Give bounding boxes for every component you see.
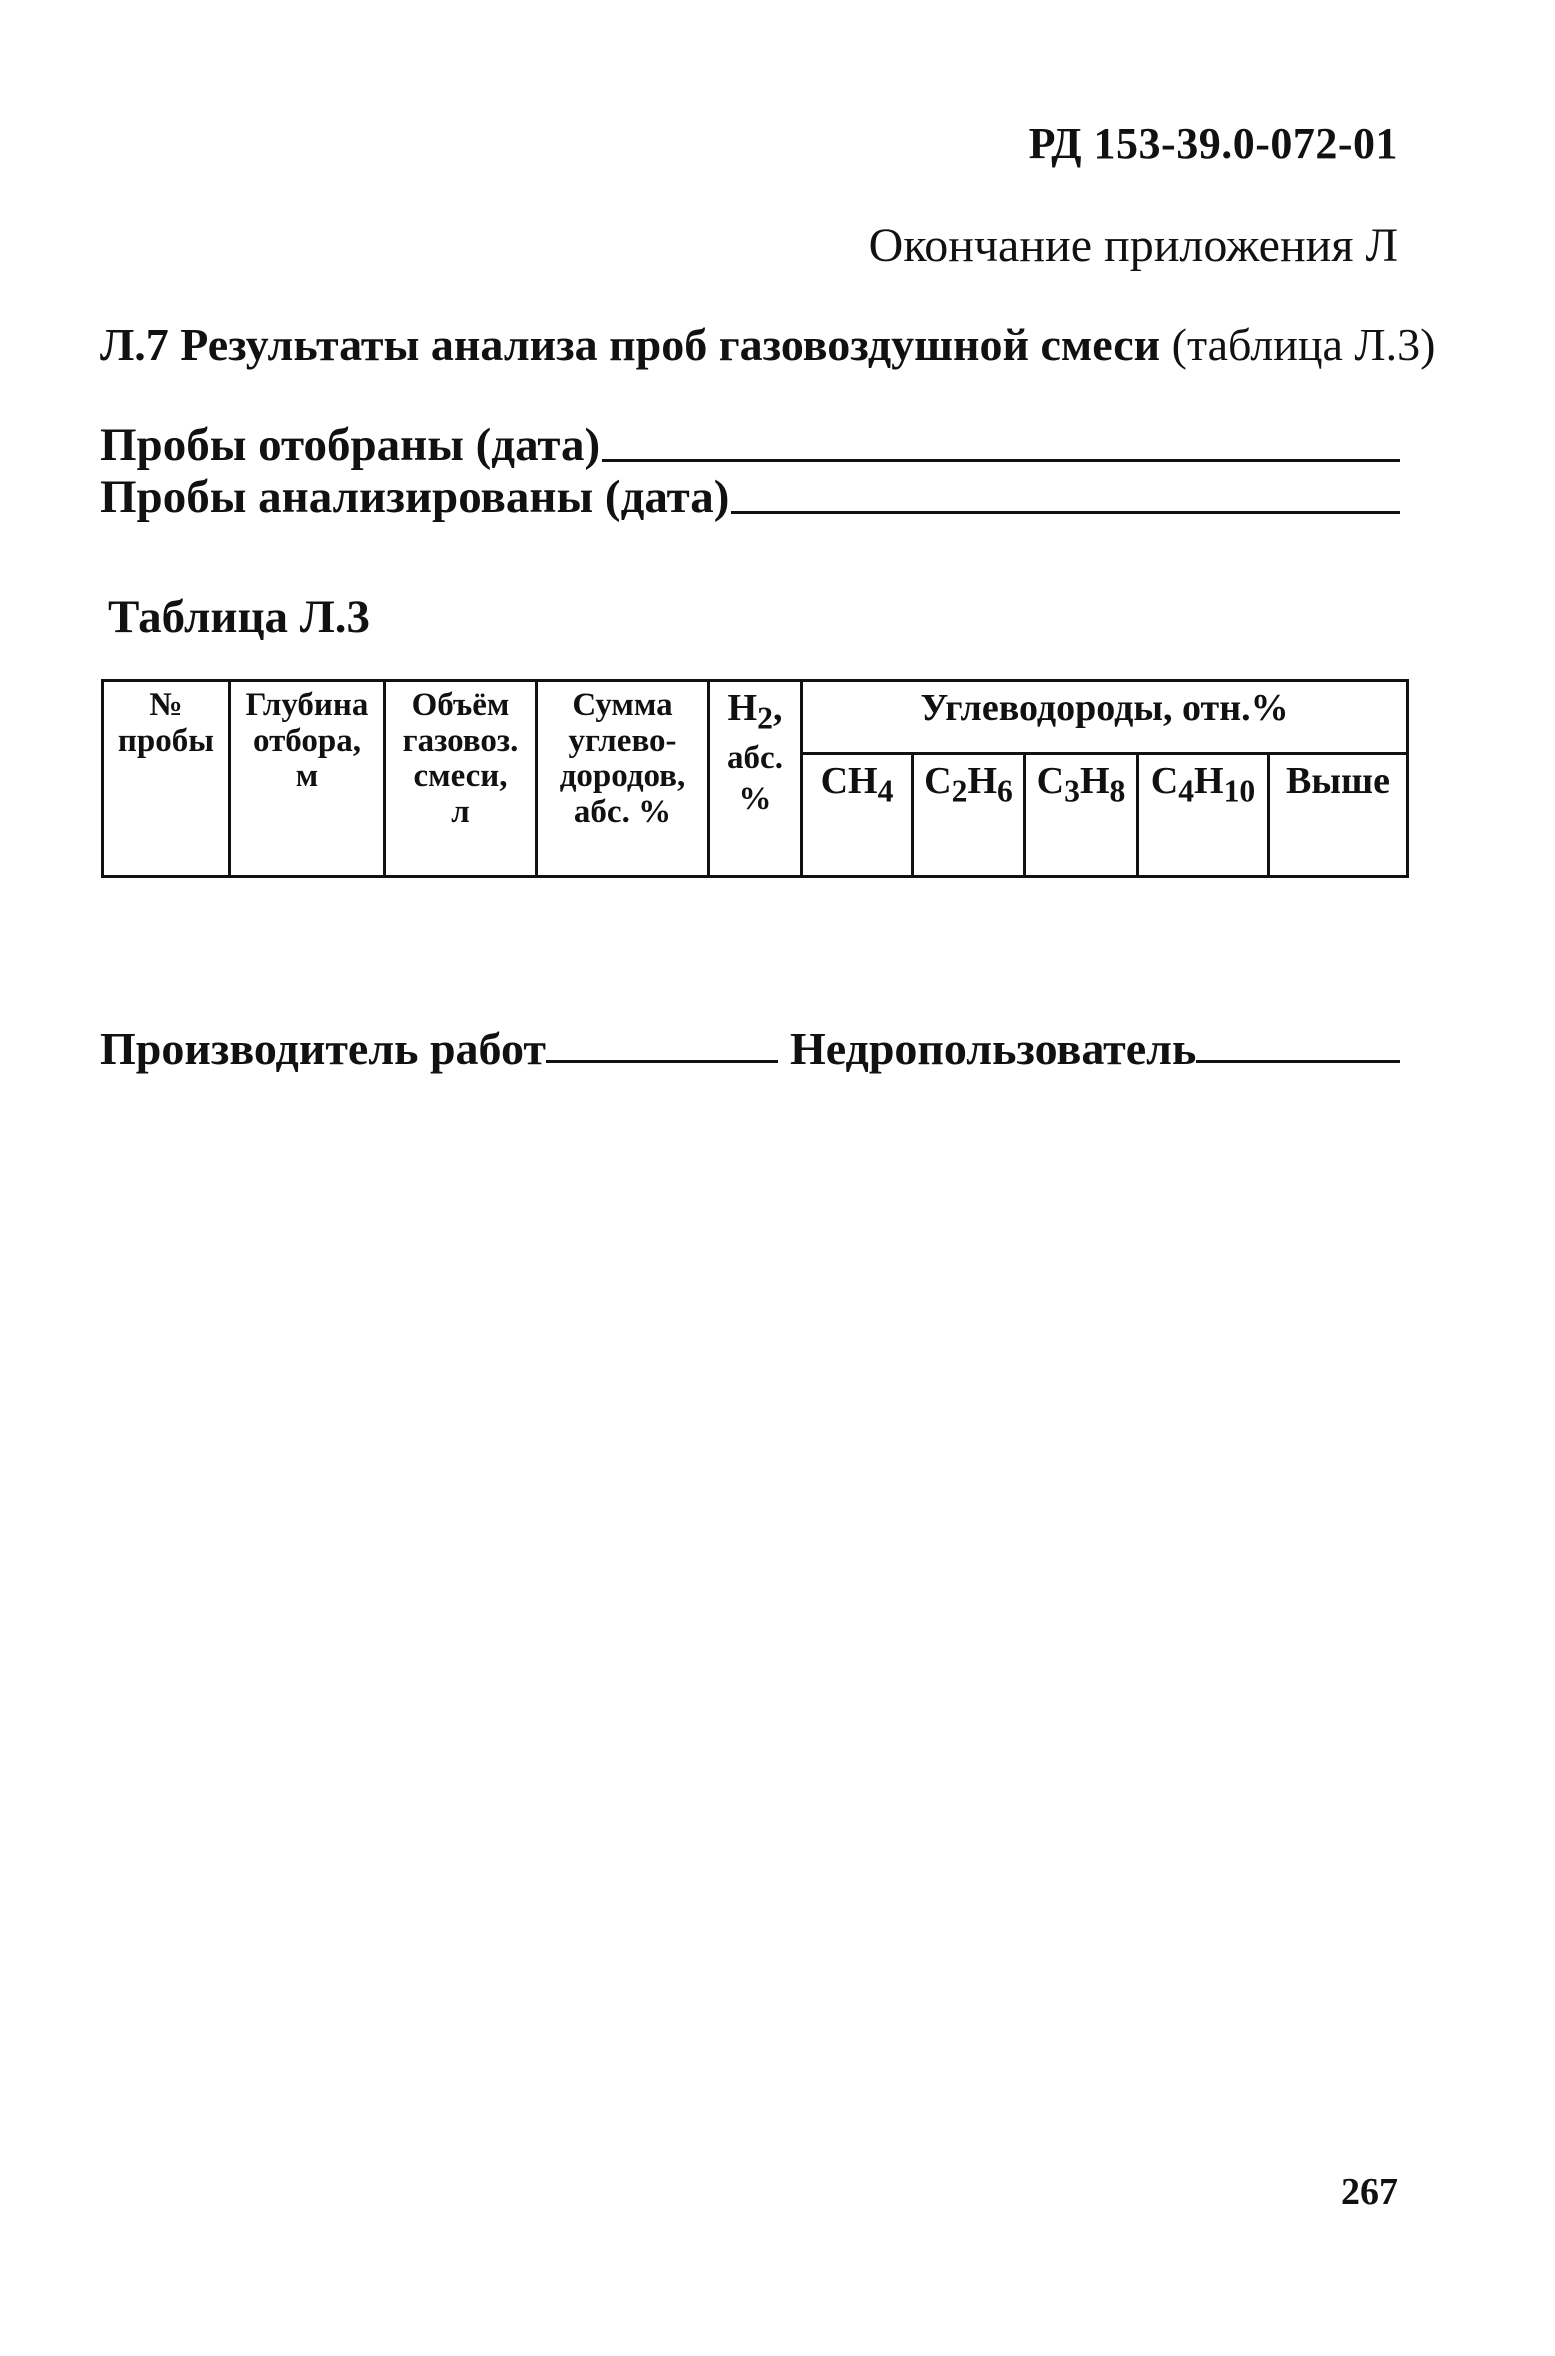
table-header-row [103,681,1408,754]
col-hydrogen: $H_2$, абс. % [709,681,802,877]
samples-taken-blank [602,459,1400,462]
works-producer-blank [546,1059,778,1063]
subsoil-user-blank [1196,1059,1400,1063]
samples-analyzed-blank [731,511,1400,514]
col-hydrocarbon-sum: Сумма углево- дородов, абс. % [537,681,709,877]
page-number: 267 [1341,2171,1398,2213]
col-c2h6: $C_2H_6$ [913,754,1025,877]
col-c4h10: $C_4H_{10}$ [1138,754,1269,877]
samples-taken-field [100,418,1400,472]
signatures-line [100,1022,1400,1075]
subsoil-user-label: Недропользователь [789,1023,1197,1074]
samples-taken-label: Пробы отобраны (дата) [100,419,601,471]
works-producer-label: Производитель работ [100,1023,546,1074]
col-c3h8: $C_3H_8$ [1025,754,1138,877]
col-ch4: $CH_4$ [802,754,913,877]
col-sampling-depth: Глубина отбора, м [230,681,385,877]
document-code: РД 153-39.0-072-01 [1028,119,1398,168]
section-heading-ref: (таблица Л.3) [1160,319,1436,370]
col-higher-hydrocarbons: Выше [1269,754,1408,877]
table-caption: Таблица Л.3 [108,591,371,643]
samples-analyzed-field [100,470,1400,524]
section-heading [100,318,1436,371]
section-heading-bold: Л.7 Результаты анализа проб газовоздушной смеси [100,319,1161,370]
col-sample-number: № пробы [103,681,230,877]
samples-analyzed-label: Пробы анализированы (дата) [100,471,730,523]
results-table [101,679,1409,878]
col-gas-mixture-volume: Объём газовоз. смеси, л [385,681,537,877]
col-hydrocarbons-group: Углеводороды, отн.% [802,681,1408,754]
appendix-end-note: Окончание приложения Л [868,219,1398,272]
